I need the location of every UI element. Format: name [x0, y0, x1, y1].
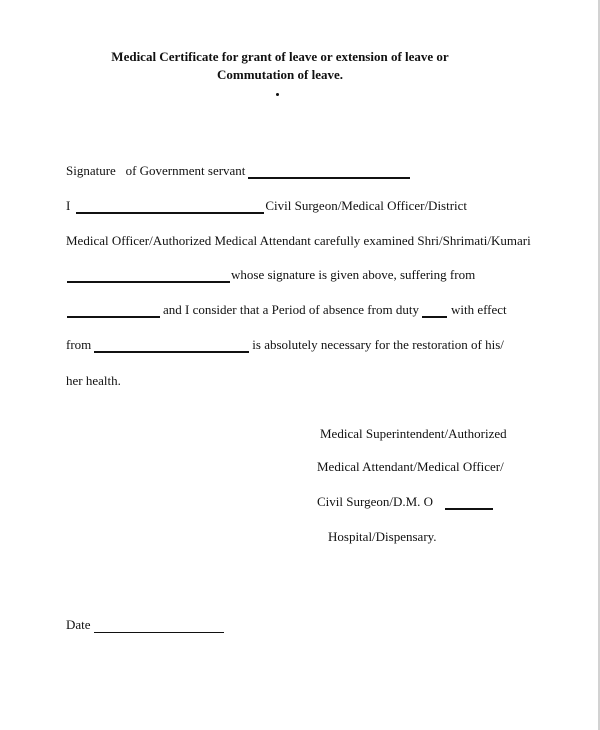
from-date-blank[interactable]	[94, 340, 249, 353]
certificate-title-line-2: Commutation of leave.	[216, 67, 343, 82]
patient-name-blank[interactable]	[67, 270, 230, 283]
date-label: Date	[66, 617, 91, 632]
signatory-line-4: Hospital/Dispensary.	[328, 529, 437, 544]
date-row	[66, 617, 225, 633]
examined-text: Medical Officer/Authorized Medical Attendant carefully examined Shri/Shrimati/Kumari	[66, 233, 531, 248]
effect-text: with effect	[450, 302, 507, 317]
examiner-title-text: Civil Surgeon/Medical Officer/District	[265, 198, 468, 213]
certificate-title-line-1: Medical Certificate for grant of leave or extension of leave or	[111, 49, 449, 64]
examiner-name-blank[interactable]	[76, 201, 264, 214]
signatory-line-2: Medical Attendant/Medical Officer/	[317, 459, 504, 474]
from-label: from	[66, 337, 92, 352]
patient-row	[66, 267, 475, 283]
from-date-row	[66, 337, 504, 353]
absence-period-blank[interactable]	[422, 305, 447, 318]
health-text: her health.	[66, 373, 121, 388]
examined-row	[66, 233, 531, 249]
illness-row-text: and I consider that a Period of absence from duty	[163, 302, 419, 317]
signature-label: Signature of Government servant	[66, 163, 246, 178]
illness-row	[66, 302, 507, 318]
date-blank[interactable]	[94, 621, 224, 633]
signature-row	[66, 163, 411, 179]
examiner-row	[66, 198, 467, 214]
signatory-line-1: Medical Superintendent/Authorized	[320, 426, 507, 441]
restoration-text: is absolutely necessary for the restoration of his/	[252, 337, 504, 352]
signature-blank[interactable]	[248, 166, 410, 179]
dmo-signature-blank[interactable]	[445, 497, 493, 510]
examiner-prefix: I	[66, 198, 71, 213]
health-row	[66, 373, 121, 389]
signatory-line-3-row	[317, 494, 494, 510]
patient-row-text: whose signature is given above, suffering from	[231, 267, 476, 282]
illness-blank[interactable]	[67, 305, 160, 318]
signatory-line-3: Civil Surgeon/D.M. O	[317, 494, 434, 509]
title-dot	[276, 93, 279, 96]
